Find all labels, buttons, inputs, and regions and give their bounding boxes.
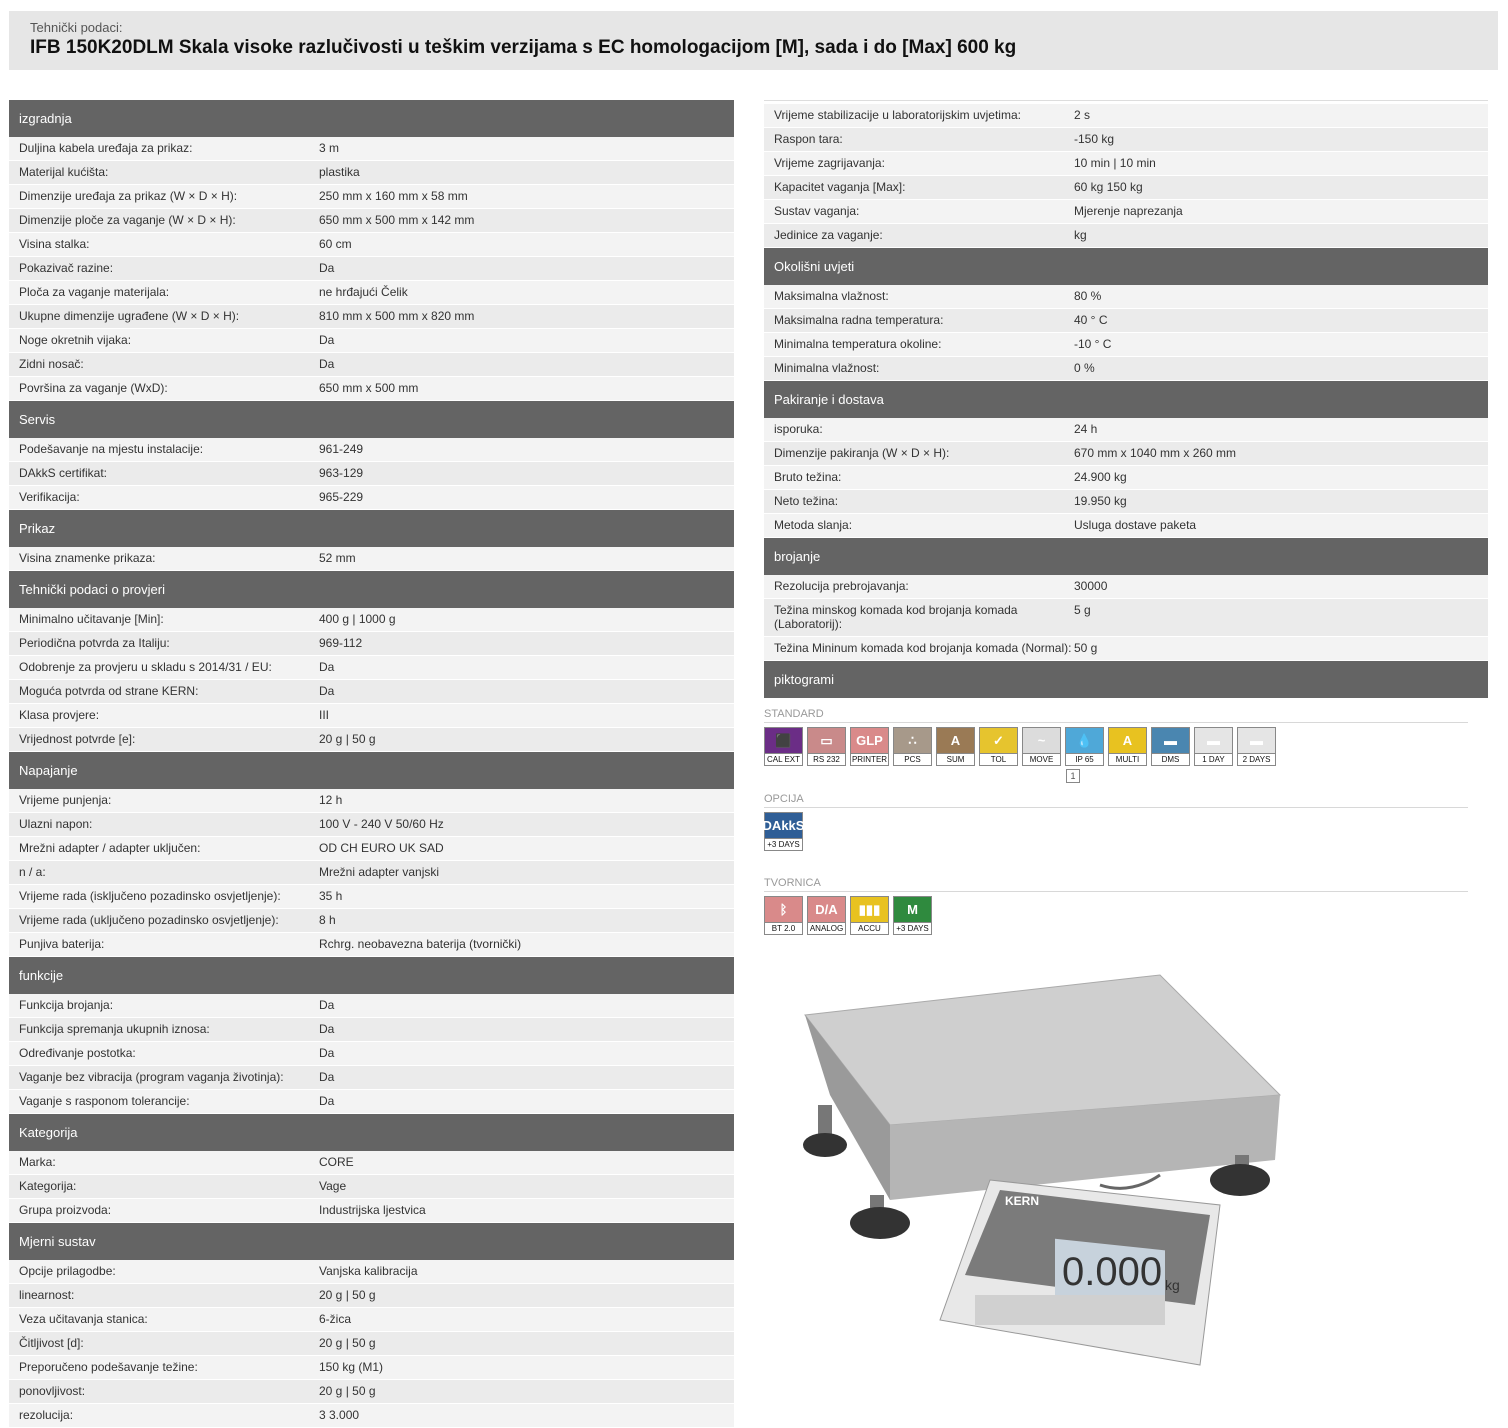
- spec-value: Da: [319, 684, 335, 698]
- spec-value: kg: [1074, 228, 1087, 242]
- spec-value: Da: [319, 357, 335, 371]
- spec-row: [9, 233, 734, 257]
- pictogram-label: PRINTER: [851, 755, 888, 764]
- section-rows: [764, 285, 1488, 381]
- standard-heading: STANDARD: [764, 708, 1468, 723]
- factory-icons: [764, 896, 1488, 935]
- spec-value: 24.900 kg: [1074, 470, 1127, 484]
- spec-row: [9, 305, 734, 329]
- spec-row: [9, 438, 734, 462]
- spec-label: Bruto težina:: [774, 470, 842, 484]
- spec-row: [9, 185, 734, 209]
- spec-label: Raspon tara:: [774, 132, 843, 146]
- spec-value: Industrijska ljestvica: [319, 1203, 426, 1217]
- pictogram-glyph: ▬: [1152, 728, 1189, 753]
- spec-label: Čitljivost [d]:: [19, 1336, 84, 1350]
- pictogram-glyph: ∴: [894, 728, 931, 753]
- spec-row: [9, 161, 734, 185]
- section-header-okolisni-uvjeti: Okolišni uvjeti: [764, 248, 1488, 285]
- spec-value: Usluga dostave paketa: [1074, 518, 1197, 532]
- spec-value: 2 s: [1074, 108, 1091, 122]
- spec-label: Vrijeme rada (isključeno pozadinsko osvjetljenje):: [19, 889, 281, 903]
- spec-row: [764, 224, 1488, 248]
- spec-value: 10 min | 10 min: [1074, 156, 1156, 170]
- spec-value: III: [319, 708, 330, 722]
- spec-label: Verifikacija:: [19, 490, 80, 504]
- spec-label: Metoda slanja:: [774, 518, 853, 532]
- pictogram-standard: [764, 708, 1488, 783]
- pictogram-glyph: ▭: [808, 728, 845, 753]
- pictogram-label: +3 DAYS: [894, 922, 931, 934]
- spec-label: Vrijeme zagrijavanja:: [774, 156, 885, 170]
- spec-label: DAkkS certifikat:: [19, 466, 108, 480]
- section-header-tehnicki-podaci-o-provjeri: Tehnički podaci o provjeri: [9, 571, 734, 608]
- spec-value: 969-112: [319, 636, 363, 650]
- 1-day-pictogram-icon: [1194, 727, 1233, 766]
- spec-row: [764, 418, 1488, 442]
- pictogram-label: DMS: [1152, 753, 1189, 765]
- pictogram-glyph: GLP: [851, 728, 888, 753]
- 3-days-pictogram-icon: [893, 896, 932, 935]
- spec-label: Vaganje s rasponom tolerancije:: [19, 1094, 190, 1108]
- spec-value: 20 g | 50 g: [319, 1288, 376, 1302]
- spec-row: [9, 704, 734, 728]
- spec-row: [9, 353, 734, 377]
- 3-days-pictogram-icon: [764, 812, 803, 851]
- spec-value: 3 m: [319, 141, 340, 155]
- spec-value: Da: [319, 261, 335, 275]
- spec-label: Mrežni adapter / adapter uključen:: [19, 841, 201, 855]
- spec-row: [764, 490, 1488, 514]
- 2-days-pictogram-icon: [1237, 727, 1276, 766]
- spec-label: Preporučeno podešavanje težine:: [19, 1360, 198, 1374]
- spec-row: [9, 1151, 734, 1175]
- spec-value: 12 h: [319, 793, 343, 807]
- spec-row: [9, 1199, 734, 1223]
- product-image-scale: [800, 975, 1290, 1365]
- spec-row: [9, 486, 734, 510]
- pictogram-factory: [764, 877, 1488, 935]
- spec-label: Grupa proizvoda:: [19, 1203, 112, 1217]
- spec-row: [764, 200, 1488, 224]
- scale-display-unit: kg: [1165, 1277, 1180, 1293]
- accu-pictogram-icon: [850, 896, 889, 935]
- spec-row: [9, 789, 734, 813]
- spec-value: Da: [319, 1094, 335, 1108]
- spec-value: 150 kg (M1): [319, 1360, 384, 1374]
- spec-value: OD CH EURO UK SAD: [319, 841, 444, 855]
- spec-row: [9, 656, 734, 680]
- spec-label: Punjiva baterija:: [19, 937, 105, 951]
- spec-value: 810 mm x 500 mm x 820 mm: [319, 309, 475, 323]
- pictogram-option: [764, 793, 1488, 851]
- spec-label: Funkcija brojanja:: [19, 998, 114, 1012]
- spec-row: [9, 994, 734, 1018]
- spec-label: Dimenzije uređaja za prikaz (W × D × H):: [19, 189, 238, 203]
- dms-pictogram-icon: [1151, 727, 1190, 766]
- spec-label: ponovljivost:: [19, 1384, 86, 1398]
- spec-label: Vrijeme rada (uključeno pozadinsko osvjetljenje):: [19, 913, 279, 927]
- spec-label: isporuka:: [774, 422, 823, 436]
- spec-value: Rchrg. neobavezna baterija (tvornički): [319, 937, 522, 951]
- section-header-mjerni-sustav: Mjerni sustav: [9, 1223, 734, 1260]
- spec-value: 40 ° C: [1074, 313, 1108, 327]
- spec-row: [9, 1404, 734, 1428]
- spec-value: 60 cm: [319, 237, 352, 251]
- spec-label: rezolucija:: [19, 1408, 74, 1422]
- spec-value: 100 V - 240 V 50/60 Hz: [319, 817, 444, 831]
- pictogram-label: BT 2.0: [765, 922, 802, 934]
- spec-row: [764, 466, 1488, 490]
- spec-row: [9, 1356, 734, 1380]
- right-spec-column: [764, 100, 1488, 935]
- section-header-brojanje: brojanje: [764, 538, 1488, 575]
- spec-label: Zidni nosač:: [19, 357, 84, 371]
- pictogram-label: 2 DAYS: [1238, 753, 1275, 765]
- pictogram-glyph: ▮▮▮: [851, 897, 888, 922]
- spec-row: [9, 933, 734, 957]
- spec-value: Da: [319, 1022, 335, 1036]
- section-rows: [9, 438, 734, 510]
- spec-value: 19.950 kg: [1074, 494, 1127, 508]
- spec-label: Težina Mininum komada kod brojanja komada (Normal):: [774, 641, 1072, 655]
- section-header-pakiranje-i-dostava: Pakiranje i dostava: [764, 381, 1488, 418]
- spec-value: ne hrđajući Čelik: [319, 285, 408, 299]
- pictogram-label: PCS: [894, 753, 931, 765]
- pictogram-glyph: ~: [1023, 728, 1060, 753]
- option-heading: OPCIJA: [764, 793, 1468, 808]
- multi-pictogram-icon: [1108, 727, 1147, 766]
- spec-row: [764, 514, 1488, 538]
- spec-label: Minimalna vlažnost:: [774, 361, 880, 375]
- pictogram-label: RS 232: [808, 753, 845, 765]
- rs-232-pictogram-icon: [807, 727, 846, 766]
- spec-value: Da: [319, 333, 335, 347]
- pictogram-label: ANALOG: [809, 924, 844, 933]
- spec-label: Rezolucija prebrojavanja:: [774, 579, 909, 593]
- spec-label: n / a:: [19, 865, 46, 879]
- spec-value: 961-249: [319, 442, 364, 456]
- sum-pictogram-icon: [936, 727, 975, 766]
- spec-row: [764, 333, 1488, 357]
- spec-value: Mjerenje naprezanja: [1074, 204, 1183, 218]
- pictogram-glyph: D/A: [808, 897, 845, 922]
- spec-value: Da: [319, 660, 335, 674]
- spec-row: [9, 1042, 734, 1066]
- spec-value: 20 g | 50 g: [319, 1336, 376, 1350]
- pictogram-label: CAL EXT: [766, 755, 801, 764]
- spec-row: [764, 285, 1488, 309]
- spec-value: Da: [319, 998, 335, 1012]
- pictogram-glyph: ▬: [1195, 728, 1232, 753]
- spec-row: [9, 1066, 734, 1090]
- spec-label: Maksimalna vlažnost:: [774, 289, 889, 303]
- spec-value: 30000: [1074, 579, 1108, 593]
- spec-value: Da: [319, 1046, 335, 1060]
- spec-row: [9, 1175, 734, 1199]
- spec-row: [9, 377, 734, 401]
- bt-2-0-pictogram-icon: [764, 896, 803, 935]
- left-spec-column: [9, 100, 734, 1428]
- spec-label: Vrijeme stabilizacije u laboratorijskim uvjetima:: [774, 108, 1021, 122]
- spec-row: [9, 137, 734, 161]
- spec-value: 80 %: [1074, 289, 1102, 303]
- spec-row: [9, 680, 734, 704]
- kern-logo: KERN: [1005, 1194, 1040, 1208]
- pictogram-label: +3 DAYS: [765, 838, 802, 850]
- section-header-funkcije: funkcije: [9, 957, 734, 994]
- ip-65-pictogram-icon: [1065, 727, 1104, 766]
- spec-label: Klasa provjere:: [19, 708, 100, 722]
- section-rows: [9, 137, 734, 401]
- spec-row: [764, 357, 1488, 381]
- pictogram-glyph: A: [937, 728, 974, 753]
- spec-row: [9, 813, 734, 837]
- spec-value: Da: [319, 1070, 335, 1084]
- spec-value: 24 h: [1074, 422, 1098, 436]
- analog-pictogram-icon: [807, 896, 846, 935]
- pictogram-label: MULTI: [1109, 753, 1146, 765]
- spec-label: Neto težina:: [774, 494, 839, 508]
- pictogram-glyph: ▬: [1238, 728, 1275, 753]
- spec-label: Podešavanje na mjestu instalacije:: [19, 442, 204, 456]
- section-rows: [764, 418, 1488, 538]
- spec-value: 0 %: [1074, 361, 1095, 375]
- spec-label: Kategorija:: [19, 1179, 77, 1193]
- section-rows: [9, 1151, 734, 1223]
- spec-row: [9, 1380, 734, 1404]
- option-icons: [764, 812, 1488, 851]
- spec-row: [9, 1284, 734, 1308]
- spec-label: Noge okretnih vijaka:: [19, 333, 132, 347]
- pictogram-label: 1 DAY: [1195, 753, 1232, 765]
- pictogram-label: TOL: [980, 753, 1017, 765]
- spec-label: Funkcija spremanja ukupnih iznosa:: [19, 1022, 210, 1036]
- spec-row: [764, 575, 1488, 599]
- spec-label: Pokazivač razine:: [19, 261, 114, 275]
- spec-label: Vrijednost potvrde [e]:: [19, 732, 136, 746]
- factory-heading: TVORNICA: [764, 877, 1468, 892]
- spec-row: [9, 1308, 734, 1332]
- spec-label: Moguća potvrda od strane KERN:: [19, 684, 199, 698]
- section-rows: [9, 789, 734, 957]
- spec-label: Dimenzije ploče za vaganje (W × D × H):: [19, 213, 236, 227]
- spec-label: Marka:: [19, 1155, 56, 1169]
- spec-row: [764, 442, 1488, 466]
- spec-label: Visina znamenke prikaza:: [19, 551, 156, 565]
- standard-icons: [764, 727, 1488, 766]
- pictogram-label: SUM: [937, 753, 974, 765]
- section-rows: [9, 608, 734, 752]
- spec-row: [9, 885, 734, 909]
- spec-value: CORE: [319, 1155, 354, 1169]
- spec-label: Jedinice za vaganje:: [774, 228, 883, 242]
- spec-value: 650 mm x 500 mm x 142 mm: [319, 213, 475, 227]
- tol-pictogram-icon: [979, 727, 1018, 766]
- spec-value: 670 mm x 1040 mm x 260 mm: [1074, 446, 1237, 460]
- pictogram-label: IP 65: [1066, 753, 1103, 765]
- spec-label: Ukupne dimenzije ugrađene (W × D × H):: [19, 309, 240, 323]
- spec-label: Površina za vaganje (WxD):: [19, 381, 168, 395]
- spec-row: [9, 329, 734, 353]
- pictogram-glyph: 💧: [1066, 728, 1103, 753]
- spec-row: [764, 599, 1488, 637]
- spec-label: Ploča za vaganje materijala:: [19, 285, 170, 299]
- spec-value: 20 g | 50 g: [319, 732, 376, 746]
- spec-label: Opcije prilagodbe:: [19, 1264, 116, 1278]
- spec-value: 8 h: [319, 913, 336, 927]
- spec-value: 250 mm x 160 mm x 58 mm: [319, 189, 468, 203]
- spec-label: linearnost:: [19, 1288, 75, 1302]
- section-header-prikaz: Prikaz: [9, 510, 734, 547]
- section-rows: [764, 575, 1488, 661]
- spec-value: Vage: [319, 1179, 347, 1193]
- spec-row: [764, 128, 1488, 152]
- pictogram-label: MOVE: [1023, 753, 1060, 765]
- spec-label: Vaganje bez vibracija (program vaganja životinja):: [19, 1070, 284, 1084]
- spec-value: Vanjska kalibracija: [319, 1264, 418, 1278]
- spec-label: Težina minskog komada kod brojanja komada (Laboratorij):: [774, 603, 1018, 631]
- spec-value: 35 h: [319, 889, 343, 903]
- spec-row: [764, 176, 1488, 200]
- move-pictogram-icon: [1022, 727, 1061, 766]
- pcs-pictogram-icon: [893, 727, 932, 766]
- section-rows: [9, 994, 734, 1114]
- spec-row: [9, 209, 734, 233]
- spec-row: [9, 281, 734, 305]
- pictogram-glyph: DAkkS: [765, 813, 802, 838]
- spec-label: Sustav vaganja:: [774, 204, 860, 218]
- spec-row: [9, 1090, 734, 1114]
- spec-row: [764, 637, 1488, 661]
- pictogram-glyph: ᛒ: [765, 897, 802, 922]
- spec-row: [9, 837, 734, 861]
- spec-value: 400 g | 1000 g: [319, 612, 396, 626]
- section-header-izgradnja: izgradnja: [9, 100, 734, 137]
- spec-value: -10 ° C: [1074, 337, 1112, 351]
- spec-label: Visina stalka:: [19, 237, 90, 251]
- spec-value: -150 kg: [1074, 132, 1115, 146]
- spec-value: 60 kg 150 kg: [1074, 180, 1143, 194]
- spec-value: 6-žica: [319, 1312, 352, 1326]
- spec-label: Dimenzije pakiranja (W × D × H):: [774, 446, 950, 460]
- spec-row: [9, 861, 734, 885]
- printer-pictogram-icon: [850, 727, 889, 766]
- spec-value: 3 3.000: [319, 1408, 360, 1422]
- spec-row: [9, 1018, 734, 1042]
- spec-value: plastika: [319, 165, 360, 179]
- spec-row: [764, 309, 1488, 333]
- spec-label: Duljina kabela uređaja za prikaz:: [19, 141, 193, 155]
- header-subtitle: Tehnički podaci:: [30, 20, 123, 35]
- spec-value: 650 mm x 500 mm: [319, 381, 419, 395]
- spec-label: Određivanje postotka:: [19, 1046, 136, 1060]
- section-rows: [9, 1260, 734, 1428]
- scale-display-reading: 0.000: [1062, 1250, 1163, 1294]
- spec-row: [9, 257, 734, 281]
- footnote-marker: 1: [1066, 769, 1080, 783]
- spec-value: 52 mm: [319, 551, 356, 565]
- spec-label: Periodična potvrda za Italiju:: [19, 636, 170, 650]
- spec-row: [9, 462, 734, 486]
- spec-value: 5 g: [1074, 603, 1091, 617]
- spec-value: 20 g | 50 g: [319, 1384, 376, 1398]
- pictogram-glyph: M: [894, 897, 931, 922]
- spec-label: Vrijeme punjenja:: [19, 793, 112, 807]
- spec-label: Maksimalna radna temperatura:: [774, 313, 944, 327]
- spec-row: [9, 1332, 734, 1356]
- section-rows: [9, 547, 734, 571]
- spec-row: [9, 909, 734, 933]
- spec-row: [764, 152, 1488, 176]
- spec-value: 965-229: [319, 490, 364, 504]
- page-title: IFB 150K20DLM Skala visoke razlučivosti u teškim verzijama s EC homologacijom [M], sada i do [Max] 600 kg: [30, 37, 1017, 58]
- spec-label: Minimalno učitavanje [Min]:: [19, 612, 164, 626]
- spec-row: [9, 608, 734, 632]
- spec-label: Ulazni napon:: [19, 817, 93, 831]
- spec-label: Odobrenje za provjeru u skladu s 2014/31 / EU:: [19, 660, 272, 674]
- keypad: [975, 1295, 1165, 1325]
- page-header: [9, 11, 1498, 70]
- pictogram-glyph: ⬛: [765, 728, 802, 753]
- section-header-napajanje: Napajanje: [9, 752, 734, 789]
- spec-row: [9, 632, 734, 656]
- spec-label: Kapacitet vaganja [Max]:: [774, 180, 906, 194]
- spec-value: 963-129: [319, 466, 364, 480]
- section-header-servis: Servis: [9, 401, 734, 438]
- spec-row: [9, 547, 734, 571]
- section-header-piktogrami: piktogrami: [764, 661, 1488, 698]
- spec-row: [9, 1260, 734, 1284]
- spec-value: 50 g: [1074, 641, 1098, 655]
- spec-row: [764, 104, 1488, 128]
- pictogram-label: ACCU: [851, 922, 888, 934]
- pictogram-glyph: A: [1109, 728, 1146, 753]
- section-header-kategorija: Kategorija: [9, 1114, 734, 1151]
- spec-label: Materijal kućišta:: [19, 165, 109, 179]
- pictogram-glyph: ✓: [980, 728, 1017, 753]
- spec-value: Mrežni adapter vanjski: [319, 865, 440, 879]
- right-sections: [764, 248, 1488, 698]
- spec-label: Veza učitavanja stanica:: [19, 1312, 148, 1326]
- spec-label: Minimalna temperatura okoline:: [774, 337, 942, 351]
- right-top-rows: [764, 104, 1488, 248]
- cal-ext-pictogram-icon: [764, 727, 803, 766]
- spec-row: [9, 728, 734, 752]
